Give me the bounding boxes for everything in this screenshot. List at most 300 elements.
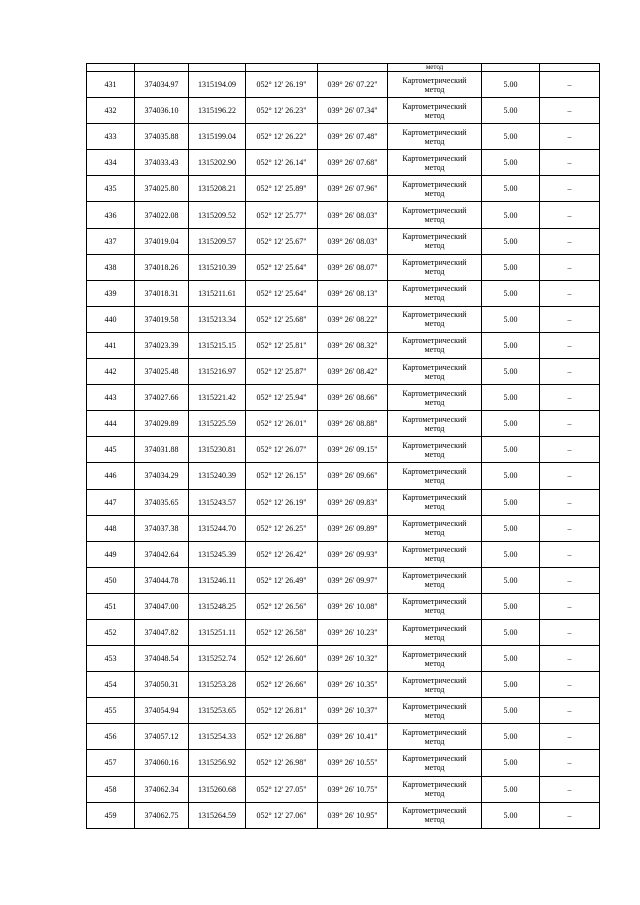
latitude-cell: 052° 12' 26.58" xyxy=(246,619,318,645)
method-label-line1: Картометрический xyxy=(402,597,467,607)
latitude-cell: 052° 12' 26.49" xyxy=(246,567,318,593)
continuation-row xyxy=(87,64,600,72)
table-cell xyxy=(87,64,135,72)
x-coordinate-cell: 374022.08 xyxy=(135,202,189,228)
precision-cell: 5.00 xyxy=(482,437,540,463)
method-cell xyxy=(388,724,482,750)
y-coordinate-cell: 1315248.25 xyxy=(189,593,246,619)
x-coordinate-cell: 374019.04 xyxy=(135,228,189,254)
longitude-cell: 039° 26' 09.93" xyxy=(318,541,388,567)
method-label-line1: Картометрический xyxy=(402,414,467,424)
longitude-cell: 039° 26' 10.37" xyxy=(318,698,388,724)
table-body xyxy=(87,64,600,829)
method-cell xyxy=(388,98,482,124)
method-cell xyxy=(388,672,482,698)
table-row xyxy=(87,306,600,332)
method-cell xyxy=(388,802,482,828)
longitude-cell: 039° 26' 07.68" xyxy=(318,150,388,176)
latitude-cell: 052° 12' 26.42" xyxy=(246,541,318,567)
y-coordinate-cell: 1315215.15 xyxy=(189,332,246,358)
note-cell: – xyxy=(540,280,600,306)
table-row xyxy=(87,359,600,385)
method-label-line1: Картометрический xyxy=(402,232,467,242)
precision-cell: 5.00 xyxy=(482,541,540,567)
longitude-cell: 039° 26' 09.97" xyxy=(318,567,388,593)
x-coordinate-cell: 374047.82 xyxy=(135,619,189,645)
note-cell: – xyxy=(540,802,600,828)
point-number-cell: 436 xyxy=(87,202,135,228)
longitude-cell: 039° 26' 08.66" xyxy=(318,385,388,411)
table-row xyxy=(87,202,600,228)
point-number-cell: 443 xyxy=(87,385,135,411)
latitude-cell: 052° 12' 25.64" xyxy=(246,280,318,306)
x-coordinate-cell: 374062.75 xyxy=(135,802,189,828)
table-row xyxy=(87,724,600,750)
method-label-line1: Картометрический xyxy=(402,101,467,111)
method-label-line2: метод xyxy=(424,319,445,329)
longitude-cell: 039° 26' 10.08" xyxy=(318,593,388,619)
latitude-cell: 052° 12' 26.19" xyxy=(246,489,318,515)
y-coordinate-cell: 1315254.33 xyxy=(189,724,246,750)
table-row xyxy=(87,98,600,124)
precision-cell: 5.00 xyxy=(482,332,540,358)
latitude-cell: 052° 12' 26.19" xyxy=(246,72,318,98)
method-cell xyxy=(388,646,482,672)
method-cell xyxy=(388,489,482,515)
point-number-cell: 452 xyxy=(87,619,135,645)
method-cell xyxy=(388,228,482,254)
precision-cell: 5.00 xyxy=(482,802,540,828)
method-label-line1: Картометрический xyxy=(402,206,467,216)
note-cell: – xyxy=(540,593,600,619)
y-coordinate-cell: 1315213.34 xyxy=(189,306,246,332)
table-cell xyxy=(318,64,388,72)
note-cell: – xyxy=(540,750,600,776)
y-coordinate-cell: 1315225.59 xyxy=(189,411,246,437)
x-coordinate-cell: 374018.26 xyxy=(135,254,189,280)
note-cell: – xyxy=(540,150,600,176)
method-cell xyxy=(388,619,482,645)
precision-cell: 5.00 xyxy=(482,698,540,724)
longitude-cell: 039° 26' 09.66" xyxy=(318,463,388,489)
y-coordinate-cell: 1315210.39 xyxy=(189,254,246,280)
x-coordinate-cell: 374034.97 xyxy=(135,72,189,98)
note-cell: – xyxy=(540,306,600,332)
longitude-cell: 039° 26' 07.96" xyxy=(318,176,388,202)
x-coordinate-cell: 374025.48 xyxy=(135,359,189,385)
method-cell xyxy=(388,411,482,437)
longitude-cell: 039° 26' 10.41" xyxy=(318,724,388,750)
point-number-cell: 435 xyxy=(87,176,135,202)
note-cell: – xyxy=(540,541,600,567)
latitude-cell: 052° 12' 25.87" xyxy=(246,359,318,385)
table-row xyxy=(87,802,600,828)
method-label-line2: метод xyxy=(424,423,445,433)
table-row xyxy=(87,489,600,515)
note-cell: – xyxy=(540,98,600,124)
precision-cell: 5.00 xyxy=(482,306,540,332)
table-cell xyxy=(189,64,246,72)
table-row xyxy=(87,332,600,358)
method-label-line2: метод xyxy=(424,215,445,225)
latitude-cell: 052° 12' 26.22" xyxy=(246,124,318,150)
method-cell xyxy=(388,202,482,228)
y-coordinate-cell: 1315209.57 xyxy=(189,228,246,254)
method-label-line1: Картометрический xyxy=(402,649,467,659)
method-label-line2: метод xyxy=(424,789,445,799)
point-number-cell: 455 xyxy=(87,698,135,724)
method-label-line1: Картометрический xyxy=(402,806,467,816)
table-row xyxy=(87,567,600,593)
method-label-line2: метод xyxy=(424,528,445,538)
x-coordinate-cell: 374062.34 xyxy=(135,776,189,802)
x-coordinate-cell: 374048.54 xyxy=(135,646,189,672)
latitude-cell: 052° 12' 26.60" xyxy=(246,646,318,672)
longitude-cell: 039° 26' 08.88" xyxy=(318,411,388,437)
table-row xyxy=(87,750,600,776)
y-coordinate-cell: 1315208.21 xyxy=(189,176,246,202)
point-number-cell: 450 xyxy=(87,567,135,593)
method-label-line2: метод xyxy=(424,188,445,198)
x-coordinate-cell: 374035.65 xyxy=(135,489,189,515)
method-label-line1: Картометрический xyxy=(402,727,467,737)
point-number-cell: 442 xyxy=(87,359,135,385)
y-coordinate-cell: 1315211.61 xyxy=(189,280,246,306)
point-number-cell: 449 xyxy=(87,541,135,567)
precision-cell: 5.00 xyxy=(482,385,540,411)
x-coordinate-cell: 374034.29 xyxy=(135,463,189,489)
precision-cell: 5.00 xyxy=(482,176,540,202)
method-label-line2: метод xyxy=(424,710,445,720)
x-coordinate-cell: 374057.12 xyxy=(135,724,189,750)
method-label-line1: Картометрический xyxy=(402,780,467,790)
precision-cell: 5.00 xyxy=(482,593,540,619)
point-number-cell: 451 xyxy=(87,593,135,619)
method-cell xyxy=(388,280,482,306)
latitude-cell: 052° 12' 26.88" xyxy=(246,724,318,750)
method-label-line2: метод xyxy=(424,267,445,277)
longitude-cell: 039° 26' 07.48" xyxy=(318,124,388,150)
table-row xyxy=(87,437,600,463)
point-number-cell: 432 xyxy=(87,98,135,124)
note-cell: – xyxy=(540,776,600,802)
x-coordinate-cell: 374025.80 xyxy=(135,176,189,202)
method-label-line2: метод xyxy=(424,397,445,407)
method-cell xyxy=(388,437,482,463)
x-coordinate-cell: 374060.16 xyxy=(135,750,189,776)
y-coordinate-cell: 1315253.28 xyxy=(189,672,246,698)
longitude-cell: 039° 26' 08.42" xyxy=(318,359,388,385)
table-row xyxy=(87,228,600,254)
point-number-cell: 446 xyxy=(87,463,135,489)
longitude-cell: 039° 26' 08.32" xyxy=(318,332,388,358)
y-coordinate-cell: 1315253.65 xyxy=(189,698,246,724)
method-label-line2: метод xyxy=(424,684,445,694)
y-coordinate-cell: 1315196.22 xyxy=(189,98,246,124)
method-cell xyxy=(388,176,482,202)
table-row xyxy=(87,463,600,489)
longitude-cell: 039° 26' 10.35" xyxy=(318,672,388,698)
table-row xyxy=(87,593,600,619)
table-row xyxy=(87,280,600,306)
longitude-cell: 039° 26' 10.75" xyxy=(318,776,388,802)
y-coordinate-cell: 1315260.68 xyxy=(189,776,246,802)
y-coordinate-cell: 1315264.59 xyxy=(189,802,246,828)
x-coordinate-cell: 374054.94 xyxy=(135,698,189,724)
y-coordinate-cell: 1315245.39 xyxy=(189,541,246,567)
method-label-line1: Картометрический xyxy=(402,258,467,268)
precision-cell: 5.00 xyxy=(482,489,540,515)
method-label-line1: Картометрический xyxy=(402,153,467,163)
table-row xyxy=(87,541,600,567)
point-number-cell: 448 xyxy=(87,515,135,541)
latitude-cell: 052° 12' 25.89" xyxy=(246,176,318,202)
y-coordinate-cell: 1315199.04 xyxy=(189,124,246,150)
point-number-cell: 434 xyxy=(87,150,135,176)
y-coordinate-cell: 1315221.42 xyxy=(189,385,246,411)
precision-cell: 5.00 xyxy=(482,646,540,672)
method-label-line2: метод xyxy=(424,293,445,303)
x-coordinate-cell: 374036.10 xyxy=(135,98,189,124)
note-cell: – xyxy=(540,72,600,98)
precision-cell: 5.00 xyxy=(482,411,540,437)
method-label-line2: метод xyxy=(424,110,445,120)
note-cell: – xyxy=(540,202,600,228)
longitude-cell: 039° 26' 07.34" xyxy=(318,98,388,124)
note-cell: – xyxy=(540,228,600,254)
method-label-line1: Картометрический xyxy=(402,753,467,763)
table-row xyxy=(87,385,600,411)
method-cell xyxy=(388,332,482,358)
longitude-cell: 039° 26' 08.03" xyxy=(318,202,388,228)
x-coordinate-cell: 374023.39 xyxy=(135,332,189,358)
latitude-cell: 052° 12' 26.01" xyxy=(246,411,318,437)
x-coordinate-cell: 374027.66 xyxy=(135,385,189,411)
point-number-cell: 431 xyxy=(87,72,135,98)
note-cell: – xyxy=(540,254,600,280)
table-row xyxy=(87,619,600,645)
x-coordinate-cell: 374019.58 xyxy=(135,306,189,332)
method-label-line1: Картометрический xyxy=(402,519,467,529)
precision-cell: 5.00 xyxy=(482,567,540,593)
longitude-cell: 039° 26' 10.55" xyxy=(318,750,388,776)
method-label-line2: метод xyxy=(424,580,445,590)
method-label-line1: Картометрический xyxy=(402,701,467,711)
method-label-line1: Картометрический xyxy=(402,179,467,189)
method-label-line2: метод xyxy=(424,815,445,825)
method-label-line2: метод xyxy=(424,658,445,668)
x-coordinate-cell: 374029.89 xyxy=(135,411,189,437)
table-row xyxy=(87,672,600,698)
y-coordinate-cell: 1315230.81 xyxy=(189,437,246,463)
method-label-line1: Картометрический xyxy=(402,362,467,372)
method-label-line1: Картометрический xyxy=(402,675,467,685)
method-label-line1: Картометрический xyxy=(402,75,467,85)
method-cell: метод xyxy=(388,64,482,72)
note-cell: – xyxy=(540,489,600,515)
latitude-cell: 052° 12' 25.68" xyxy=(246,306,318,332)
note-cell: – xyxy=(540,124,600,150)
method-label-line2: метод xyxy=(424,371,445,381)
note-cell: – xyxy=(540,359,600,385)
latitude-cell: 052° 12' 26.15" xyxy=(246,463,318,489)
latitude-cell: 052° 12' 25.64" xyxy=(246,254,318,280)
precision-cell: 5.00 xyxy=(482,672,540,698)
method-label-line1: Картометрический xyxy=(402,466,467,476)
method-label-line1: Картометрический xyxy=(402,336,467,346)
longitude-cell: 039° 26' 08.07" xyxy=(318,254,388,280)
note-cell: – xyxy=(540,515,600,541)
y-coordinate-cell: 1315209.52 xyxy=(189,202,246,228)
method-cell xyxy=(388,593,482,619)
precision-cell: 5.00 xyxy=(482,515,540,541)
x-coordinate-cell: 374018.31 xyxy=(135,280,189,306)
note-cell: – xyxy=(540,463,600,489)
y-coordinate-cell: 1315194.09 xyxy=(189,72,246,98)
precision-cell: 5.00 xyxy=(482,776,540,802)
latitude-cell: 052° 12' 26.98" xyxy=(246,750,318,776)
longitude-cell: 039° 26' 08.03" xyxy=(318,228,388,254)
point-number-cell: 457 xyxy=(87,750,135,776)
method-cell xyxy=(388,698,482,724)
table-row xyxy=(87,411,600,437)
note-cell: – xyxy=(540,619,600,645)
x-coordinate-cell: 374044.78 xyxy=(135,567,189,593)
method-label-line1: Картометрический xyxy=(402,493,467,503)
method-label-line2: метод xyxy=(424,136,445,146)
method-label-line2: метод xyxy=(424,241,445,251)
precision-cell: 5.00 xyxy=(482,98,540,124)
longitude-cell: 039° 26' 10.95" xyxy=(318,802,388,828)
x-coordinate-cell: 374042.64 xyxy=(135,541,189,567)
longitude-cell: 039° 26' 07.22" xyxy=(318,72,388,98)
note-cell: – xyxy=(540,437,600,463)
point-number-cell: 441 xyxy=(87,332,135,358)
note-cell: – xyxy=(540,567,600,593)
method-cell xyxy=(388,150,482,176)
method-cell xyxy=(388,306,482,332)
precision-cell: 5.00 xyxy=(482,124,540,150)
method-cell xyxy=(388,254,482,280)
latitude-cell: 052° 12' 25.77" xyxy=(246,202,318,228)
note-cell: – xyxy=(540,332,600,358)
precision-cell: 5.00 xyxy=(482,619,540,645)
coordinates-table xyxy=(86,63,600,829)
method-label-line2: метод xyxy=(424,162,445,172)
latitude-cell: 052° 12' 25.81" xyxy=(246,332,318,358)
table-cell xyxy=(482,64,540,72)
note-cell: – xyxy=(540,646,600,672)
latitude-cell: 052° 12' 27.06" xyxy=(246,802,318,828)
method-label-line2: метод xyxy=(424,449,445,459)
table-cell xyxy=(246,64,318,72)
note-cell: – xyxy=(540,385,600,411)
latitude-cell: 052° 12' 27.05" xyxy=(246,776,318,802)
point-number-cell: 458 xyxy=(87,776,135,802)
y-coordinate-cell: 1315246.11 xyxy=(189,567,246,593)
x-coordinate-cell: 374050.31 xyxy=(135,672,189,698)
precision-cell: 5.00 xyxy=(482,254,540,280)
precision-cell: 5.00 xyxy=(482,359,540,385)
method-label-line1: Картометрический xyxy=(402,440,467,450)
table-cell xyxy=(135,64,189,72)
precision-cell: 5.00 xyxy=(482,228,540,254)
method-label-line2: метод xyxy=(424,736,445,746)
latitude-cell: 052° 12' 26.81" xyxy=(246,698,318,724)
latitude-cell: 052° 12' 26.56" xyxy=(246,593,318,619)
method-label-line1: Картометрический xyxy=(402,127,467,137)
precision-cell: 5.00 xyxy=(482,280,540,306)
method-label-line1: Картометрический xyxy=(402,284,467,294)
precision-cell: 5.00 xyxy=(482,202,540,228)
longitude-cell: 039° 26' 10.32" xyxy=(318,646,388,672)
method-label-line2: метод xyxy=(424,554,445,564)
method-label-line1: Картометрический xyxy=(402,623,467,633)
method-label-line2: метод xyxy=(424,84,445,94)
y-coordinate-cell: 1315252.74 xyxy=(189,646,246,672)
note-cell: – xyxy=(540,672,600,698)
precision-cell: 5.00 xyxy=(482,72,540,98)
point-number-cell: 447 xyxy=(87,489,135,515)
precision-cell: 5.00 xyxy=(482,463,540,489)
table-cell xyxy=(540,64,600,72)
y-coordinate-cell: 1315202.90 xyxy=(189,150,246,176)
latitude-cell: 052° 12' 26.23" xyxy=(246,98,318,124)
table-row xyxy=(87,646,600,672)
longitude-cell: 039° 26' 09.89" xyxy=(318,515,388,541)
y-coordinate-cell: 1315256.92 xyxy=(189,750,246,776)
longitude-cell: 039° 26' 08.22" xyxy=(318,306,388,332)
method-cell xyxy=(388,72,482,98)
y-coordinate-cell: 1315216.97 xyxy=(189,359,246,385)
point-number-cell: 439 xyxy=(87,280,135,306)
x-coordinate-cell: 374035.88 xyxy=(135,124,189,150)
method-label-line1: Картометрический xyxy=(402,545,467,555)
note-cell: – xyxy=(540,176,600,202)
point-number-cell: 456 xyxy=(87,724,135,750)
table-row xyxy=(87,254,600,280)
table-row xyxy=(87,176,600,202)
table-row xyxy=(87,124,600,150)
longitude-cell: 039° 26' 10.23" xyxy=(318,619,388,645)
method-cell xyxy=(388,385,482,411)
longitude-cell: 039° 26' 09.83" xyxy=(318,489,388,515)
x-coordinate-cell: 374033.43 xyxy=(135,150,189,176)
method-label-line1: Картометрический xyxy=(402,571,467,581)
method-cell xyxy=(388,567,482,593)
latitude-cell: 052° 12' 26.25" xyxy=(246,515,318,541)
x-coordinate-cell: 374037.38 xyxy=(135,515,189,541)
y-coordinate-cell: 1315240.39 xyxy=(189,463,246,489)
method-label-line2: метод xyxy=(424,606,445,616)
method-cell xyxy=(388,750,482,776)
y-coordinate-cell: 1315244.70 xyxy=(189,515,246,541)
longitude-cell: 039° 26' 09.15" xyxy=(318,437,388,463)
note-cell: – xyxy=(540,411,600,437)
precision-cell: 5.00 xyxy=(482,150,540,176)
method-label-line2: метод xyxy=(424,475,445,485)
method-cell xyxy=(388,463,482,489)
x-coordinate-cell: 374031.88 xyxy=(135,437,189,463)
longitude-cell: 039° 26' 08.13" xyxy=(318,280,388,306)
method-cell xyxy=(388,776,482,802)
table-row xyxy=(87,72,600,98)
method-cell xyxy=(388,515,482,541)
y-coordinate-cell: 1315243.57 xyxy=(189,489,246,515)
method-label-line2: метод xyxy=(424,502,445,512)
note-cell: – xyxy=(540,724,600,750)
method-label-line2: метод xyxy=(424,632,445,642)
